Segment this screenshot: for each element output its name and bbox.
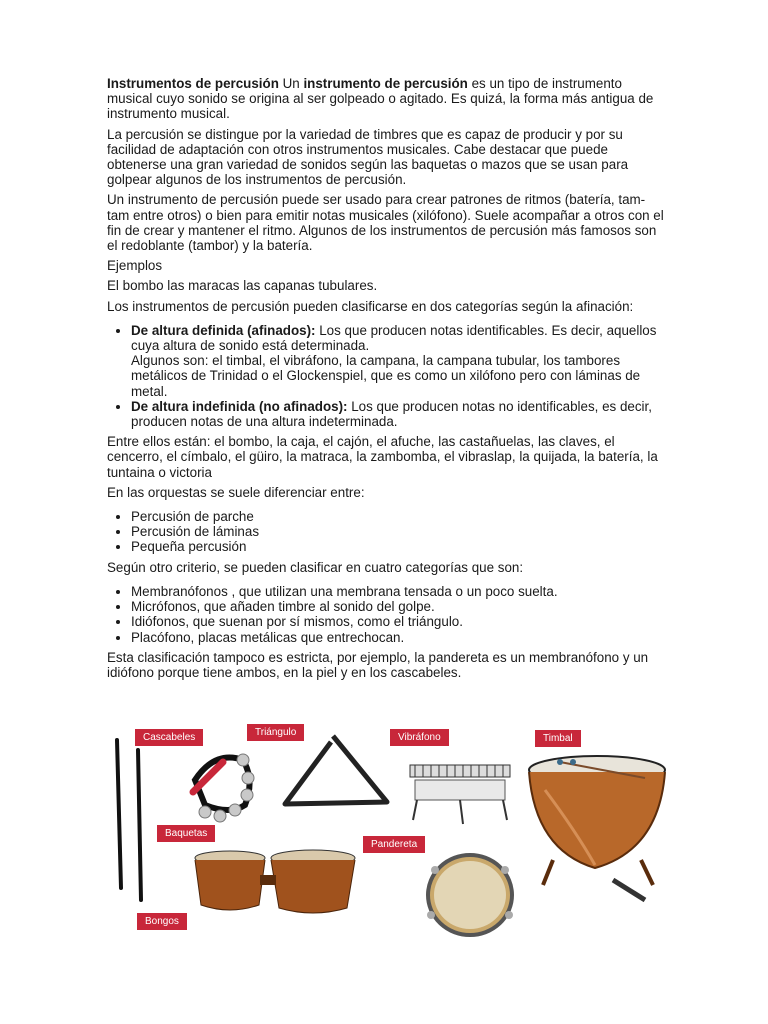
criterio-list xyxy=(107,584,667,645)
vibraphone-image xyxy=(410,765,510,824)
intro-text-1: Un xyxy=(278,76,304,91)
triangle-image xyxy=(285,736,387,804)
list-item: • Placófono, placas metálicas que entrechocan. xyxy=(131,630,667,645)
list-item: • Percusión de parche xyxy=(131,509,667,524)
list-item xyxy=(131,323,667,399)
jingle-bells-image xyxy=(193,754,254,822)
intro-term: instrumento de percusión xyxy=(303,76,468,91)
label-cascabeles: Cascabeles xyxy=(135,729,203,746)
list-item: • Percusión de láminas xyxy=(131,524,667,539)
paragraph-ritmos: Un instrumento de percusión puede ser usado para crear patrones de ritmos (batería, tam-tam entre otros) o bien para emitir notas musicales (xilófono). Suele acompañar a otros con el fin de crear y mantener el ritmo. Algunos de los instrumentos de percusión más famosos son el redoblante (tambor) y la batería. xyxy=(107,192,664,254)
paragraph-conclusion: Esta clasificación tampoco es estricta, por ejemplo, la pandereta es un membranófono y un idiófono porque tiene ambos, en la piel y en los cascabeles. xyxy=(107,649,649,680)
paragraph-ejemplos-list: El bombo las maracas las capanas tubulares. xyxy=(107,278,378,294)
paragraph-clasificacion: Los instrumentos de percusión pueden clasificarse en dos categorías según la afinación: xyxy=(107,298,634,314)
bongos-image xyxy=(195,850,355,913)
list-item: • Pequeña percusión xyxy=(131,539,667,554)
paragraph-criterio: Según otro criterio, se pueden clasificar en cuatro categorías que son: xyxy=(107,559,524,575)
drumsticks-image xyxy=(117,740,141,900)
orquesta-list xyxy=(107,509,667,555)
label-triangulo: Triángulo xyxy=(247,724,304,741)
label-pandereta: Pandereta xyxy=(363,836,425,853)
list-item: • Micrófonos, que añaden timbre al sonido del golpe. xyxy=(131,599,667,614)
instruments-figure xyxy=(105,720,685,940)
label-bongos: Bongos xyxy=(137,913,187,930)
paragraph-intro xyxy=(107,76,667,122)
paragraph-entre-ellos: Entre ellos están: el bombo, la caja, el cajón, el afuche, las castañuelas, las claves, el cencerro, el címbalo, el güiro, la matraca, la zambomba, el vibraslap, la quijada, la batería, la tuntaina o victoria xyxy=(107,434,658,480)
list-item: • Membranófonos , que utilizan una membrana tensada o un poco suelta. xyxy=(131,584,667,599)
afinacion-list xyxy=(107,323,667,429)
list-item-text-2: Algunos son: el timbal, el vibráfono, la campana, la campana tubular, los tambores metálicos de Trinidad o el Glockenspiel, que es como un xilófono pero con láminas de metal. xyxy=(131,353,641,399)
intro-heading: Instrumentos de percusión xyxy=(107,76,279,91)
list-item-bold: De altura definida (afinados): xyxy=(131,322,316,338)
list-item: • Idiófonos, que suenan por sí mismos, como el triángulo. xyxy=(131,614,667,629)
tambourine-image xyxy=(427,855,513,935)
timpani-image xyxy=(529,756,665,900)
paragraph-timbres: La percusión se distingue por la variedad de timbres que es capaz de producir y por su facilidad de adaptación con otros instrumentos musicales. Cabe destacar que puede obtenerse una gran variedad de sonidos según las baquetas o mazos que se usan para golpear algunos de los instrumentos de percusión. xyxy=(107,126,629,188)
list-item xyxy=(131,399,667,429)
list-item-text: Los que producen notas identificables. Es decir, aquellos cuya altura de sonido está determinada. xyxy=(131,322,657,354)
paragraph-orquestas: En las orquestas se suele diferenciar entre: xyxy=(107,484,365,500)
list-item-bold: De altura indefinida (no afinados): xyxy=(131,398,348,414)
paragraph-ejemplos: Ejemplos xyxy=(107,258,163,274)
document-body xyxy=(107,76,667,685)
label-baquetas: Baquetas xyxy=(157,825,215,842)
list-item-text: Los que producen notas no identificables, es decir, producen notas de una altura indeterminada. xyxy=(131,398,652,430)
label-timbal: Timbal xyxy=(535,730,581,747)
intro-text-2: es un tipo de instrumento musical cuyo sonido se origina al ser golpeado o agitado. Es quizá, la forma más antigua de instrumento musical. xyxy=(107,76,654,122)
label-vibrafono: Vibráfono xyxy=(390,729,449,746)
